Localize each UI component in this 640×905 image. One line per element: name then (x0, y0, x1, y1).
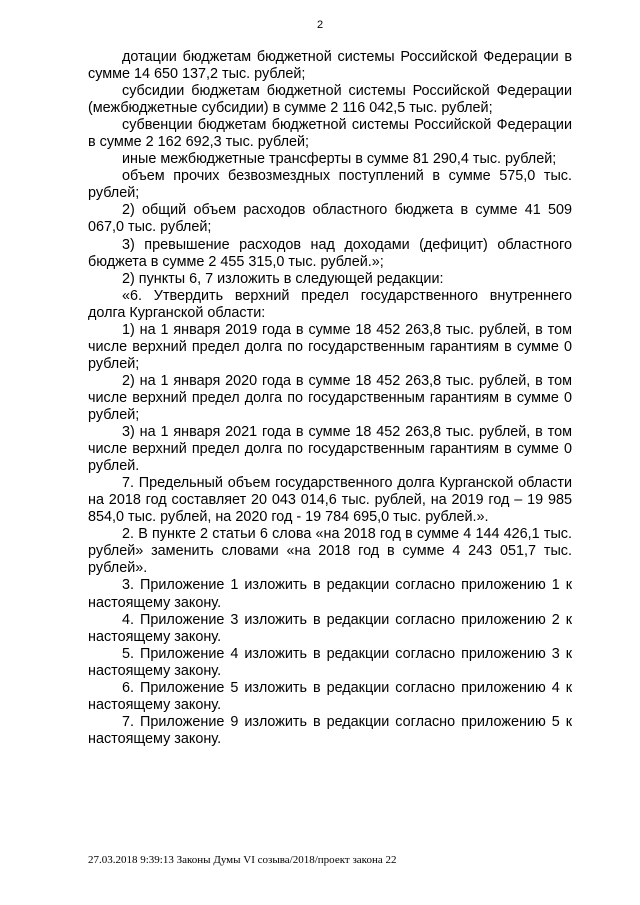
paragraph: субвенции бюджетам бюджетной системы Российской Федерации в сумме 2 162 692,3 тыс. рублей; (88, 117, 572, 151)
paragraph: 3. Приложение 1 изложить в редакции согласно приложению 1 к настоящему закону. (88, 577, 572, 611)
paragraph: 4. Приложение 3 изложить в редакции согласно приложению 2 к настоящему закону. (88, 611, 572, 645)
paragraph: 2) пункты 6, 7 изложить в следующей редакции: (122, 270, 444, 287)
paragraph: 3) превышение расходов над доходами (дефицит) областного бюджета в сумме 2 455 315,0 тыс. рублей.»; (88, 236, 572, 270)
paragraph: дотации бюджетам бюджетной системы Российской Федерации в сумме 14 650 137,2 тыс. рублей; (88, 49, 572, 83)
paragraph: 2) на 1 января 2020 года в сумме 18 452 263,8 тыс. рублей, в том числе верхний предел долга по государственным гарантиям в сумме 0 рублей; (88, 372, 572, 423)
paragraph: 2) общий объем расходов областного бюджета в сумме 41 509 067,0 тыс. рублей; (88, 202, 572, 236)
page-footer: 27.03.2018 9:39:13 Законы Думы VI созыва/2018/проект закона 22 (88, 854, 397, 866)
paragraph: 7. Приложение 9 изложить в редакции согласно приложению 5 к настоящему закону. (88, 713, 572, 747)
paragraph: 1) на 1 января 2019 года в сумме 18 452 263,8 тыс. рублей, в том числе верхний предел долга по государственным гарантиям в сумме 0 рублей; (88, 321, 572, 372)
paragraph: объем прочих безвозмездных поступлений в сумме 575,0 тыс. рублей; (88, 168, 572, 202)
paragraph: 5. Приложение 4 изложить в редакции согласно приложению 3 к настоящему закону. (88, 645, 572, 679)
paragraph: 3) на 1 января 2021 года в сумме 18 452 263,8 тыс. рублей, в том числе верхний предел долга по государственным гарантиям в сумме 0 рублей. (88, 424, 572, 475)
document-body (88, 49, 572, 748)
page-number: 2 (316, 19, 324, 31)
paragraph: 7. Предельный объем государственного долга Курганской области на 2018 год составляет 20 043 014,6 тыс. рублей, на 2019 год – 19 985 854,0 тыс. рублей, на 2020 год - 19 784 695,0 тыс. рублей.». (88, 475, 572, 526)
paragraph: 6. Приложение 5 изложить в редакции согласно приложению 4 к настоящему закону. (88, 679, 572, 713)
paragraph: иные межбюджетные трансферты в сумме 81 290,4 тыс. рублей; (122, 151, 557, 168)
paragraph: «6. Утвердить верхний предел государственного внутреннего долга Курганской области: (88, 287, 572, 321)
paragraph: субсидии бюджетам бюджетной системы Российской Федерации (межбюджетные субсидии) в сумме 2 116 042,5 тыс. рублей; (88, 83, 572, 117)
paragraph: 2. В пункте 2 статьи 6 слова «на 2018 год в сумме 4 144 426,1 тыс. рублей» заменить словами «на 2018 год в сумме 4 243 051,7 тыс. рублей». (88, 526, 572, 577)
